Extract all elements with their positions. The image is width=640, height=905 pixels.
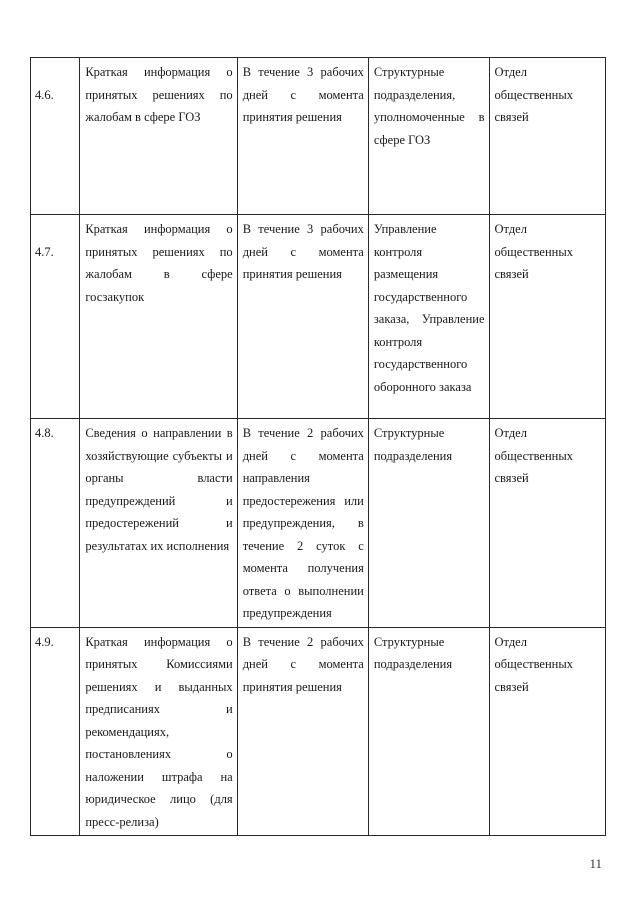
information-cell: Краткая информация о принятых Комиссиями решениях и выданных предписаниях и рекомендациях, постановлениях о наложении штрафа на юридическое лицо (для пресс-релиза) (80, 627, 237, 836)
responsible-units-cell: Управление контроля размещения государственного заказа, Управление контроля государственного оборонного заказа (368, 215, 489, 419)
deadline-cell: В течение 3 рабочих дней с момента принятия решения (237, 215, 368, 419)
deadline-cell: В течение 2 рабочих дней с момента принятия решения (237, 627, 368, 836)
page-number: 11 (589, 856, 602, 871)
row-number: 4.7. (31, 215, 80, 419)
row-number: 4.8. (31, 419, 80, 628)
executor-cell: Отдел общественных связей (489, 419, 606, 628)
responsible-units-cell: Структурные подразделения (368, 419, 489, 628)
deadline-cell: В течение 3 рабочих дней с момента принятия решения (237, 58, 368, 215)
table-row (31, 215, 606, 419)
executor-cell: Отдел общественных связей (489, 627, 606, 836)
information-cell: Сведения о направлении в хозяйствующие субъекты и органы власти предупреждений и предостережений и результатах их исполнения (80, 419, 237, 628)
table-row (31, 58, 606, 215)
responsible-units-cell: Структурные подразделения, уполномоченные в сфере ГОЗ (368, 58, 489, 215)
measures-table (30, 57, 606, 836)
deadline-cell: В течение 2 рабочих дней с момента направления предостережения или предупреждения, в течение 2 суток с момента получения ответа о выполнении предупреждения (237, 419, 368, 628)
table-row (31, 419, 606, 628)
row-number: 4.6. (31, 58, 80, 215)
row-number: 4.9. (31, 627, 80, 836)
information-cell: Краткая информация о принятых решениях по жалобам в сфере ГОЗ (80, 58, 237, 215)
information-cell: Краткая информация о принятых решениях по жалобам в сфере госзакупок (80, 215, 237, 419)
responsible-units-cell: Структурные подразделения (368, 627, 489, 836)
executor-cell: Отдел общественных связей (489, 215, 606, 419)
executor-cell: Отдел общественных связей (489, 58, 606, 215)
table-row (31, 627, 606, 836)
